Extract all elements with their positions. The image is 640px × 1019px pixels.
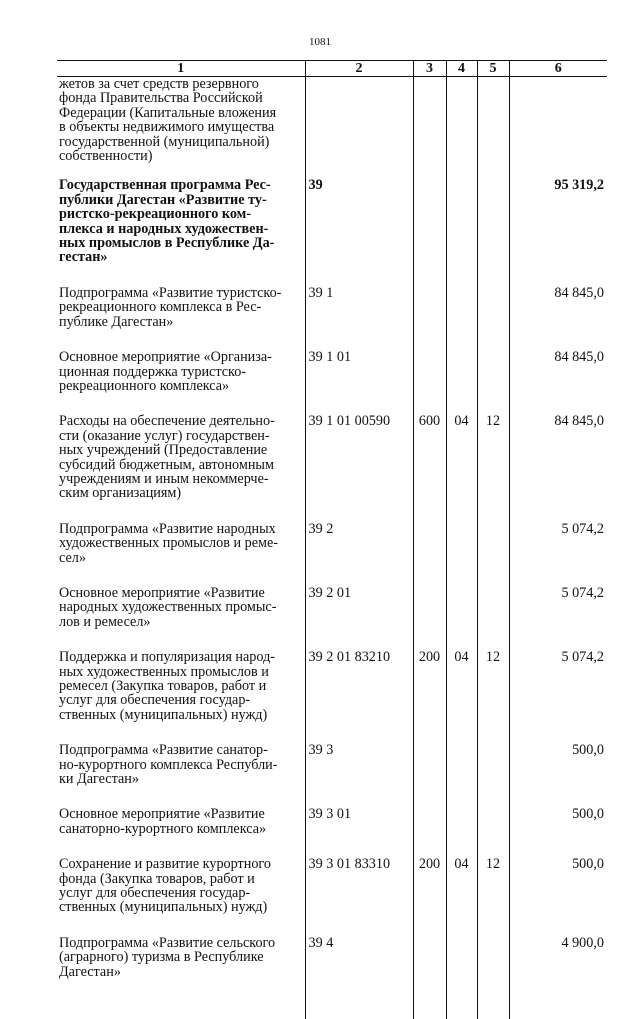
row-name-line: плекса и народных художествен- bbox=[59, 222, 301, 236]
row-col3-cell: 600 bbox=[413, 414, 446, 521]
row-name-line: ных художественных промыслов и bbox=[59, 665, 301, 679]
row-amount-cell: 5 074,2 bbox=[509, 650, 607, 743]
row-name-line: Расходы на обеспечение деятельно- bbox=[59, 414, 301, 428]
row-col5-cell: 12 bbox=[477, 857, 509, 936]
row-code-cell: 39 1 01 00590 bbox=[305, 414, 413, 521]
row-name-line: сел» bbox=[59, 551, 301, 565]
row-name-line: субсидий бюджетным, автономным bbox=[59, 458, 301, 472]
row-name-line: Основное мероприятие «Развитие bbox=[59, 586, 301, 600]
table-row bbox=[57, 650, 607, 743]
row-col5-cell bbox=[477, 77, 509, 179]
row-col4-cell bbox=[446, 586, 477, 650]
row-col5-cell bbox=[477, 586, 509, 650]
row-name-cell bbox=[57, 77, 305, 179]
row-name-line: лов и ремесел» bbox=[59, 615, 301, 629]
row-code-cell: 39 2 bbox=[305, 522, 413, 586]
row-col3-cell bbox=[413, 743, 446, 807]
row-name-line: Дагестан» bbox=[59, 965, 301, 979]
row-amount-cell: 500,0 bbox=[509, 743, 607, 807]
row-col4-cell bbox=[446, 178, 477, 285]
row-col5-cell: 12 bbox=[477, 414, 509, 521]
row-name-line: но-курортного комплекса Республи- bbox=[59, 758, 301, 772]
row-name-line: ных промыслов в Республике Да- bbox=[59, 236, 301, 250]
row-name-line: рекреационного комплекса в Рес- bbox=[59, 300, 301, 314]
row-name-line: услуг для обеспечения государ- bbox=[59, 886, 301, 900]
row-code-cell bbox=[305, 77, 413, 179]
row-col3-cell bbox=[413, 77, 446, 179]
row-col5-cell bbox=[477, 807, 509, 857]
row-code-cell: 39 bbox=[305, 178, 413, 285]
row-name-cell bbox=[57, 178, 305, 285]
column-header-2: 2 bbox=[305, 61, 413, 77]
row-name-line: государственной (муниципальной) bbox=[59, 135, 301, 149]
row-code-cell: 39 3 01 83310 bbox=[305, 857, 413, 936]
row-amount-cell: 500,0 bbox=[509, 807, 607, 857]
row-name-line: ных учреждений (Предоставление bbox=[59, 443, 301, 457]
row-name-line: фонда (Закупка товаров, работ и bbox=[59, 872, 301, 886]
row-name-cell bbox=[57, 807, 305, 857]
row-code-cell: 39 2 01 83210 bbox=[305, 650, 413, 743]
row-code-cell: 39 3 01 bbox=[305, 807, 413, 857]
row-name-line: ским организациям) bbox=[59, 486, 301, 500]
table-row bbox=[57, 286, 607, 350]
row-name-line: Подпрограмма «Развитие сельского bbox=[59, 936, 301, 950]
row-name-line: ремесел (Закупка товаров, работ и bbox=[59, 679, 301, 693]
row-col4-cell: 04 bbox=[446, 414, 477, 521]
row-name-cell bbox=[57, 414, 305, 521]
table-row bbox=[57, 586, 607, 650]
row-col5-cell bbox=[477, 350, 509, 414]
row-col3-cell bbox=[413, 350, 446, 414]
row-col4-cell: 04 bbox=[446, 650, 477, 743]
row-amount-cell: 5 074,2 bbox=[509, 586, 607, 650]
row-amount-cell: 84 845,0 bbox=[509, 286, 607, 350]
row-name-line: Поддержка и популяризация народ- bbox=[59, 650, 301, 664]
row-name-line: Подпрограмма «Развитие туристско- bbox=[59, 286, 301, 300]
row-col4-cell bbox=[446, 936, 477, 1019]
row-name-cell bbox=[57, 936, 305, 1019]
row-name-cell bbox=[57, 350, 305, 414]
row-col4-cell bbox=[446, 743, 477, 807]
row-amount-cell: 500,0 bbox=[509, 857, 607, 936]
table-body bbox=[57, 77, 607, 1019]
row-amount-cell: 84 845,0 bbox=[509, 350, 607, 414]
row-name-line: ки Дагестан» bbox=[59, 772, 301, 786]
table-row bbox=[57, 77, 607, 179]
row-col5-cell: 12 bbox=[477, 650, 509, 743]
row-name-line: услуг для обеспечения государ- bbox=[59, 693, 301, 707]
page-number: 1081 bbox=[0, 36, 640, 48]
table-row bbox=[57, 350, 607, 414]
row-name-line: фонда Правительства Российской bbox=[59, 91, 301, 105]
row-code-cell: 39 2 01 bbox=[305, 586, 413, 650]
row-name-line: Сохранение и развитие курортного bbox=[59, 857, 301, 871]
row-col5-cell bbox=[477, 178, 509, 285]
column-header-1: 1 bbox=[57, 61, 305, 77]
row-name-line: Основное мероприятие «Развитие bbox=[59, 807, 301, 821]
row-name-line: рекреационного комплекса» bbox=[59, 379, 301, 393]
row-amount-cell: 5 074,2 bbox=[509, 522, 607, 586]
row-col3-cell: 200 bbox=[413, 650, 446, 743]
row-name-line: ционная поддержка туристско- bbox=[59, 365, 301, 379]
row-name-line: Подпрограмма «Развитие санатор- bbox=[59, 743, 301, 757]
column-header-3: 3 bbox=[413, 61, 446, 77]
row-col5-cell bbox=[477, 286, 509, 350]
row-amount-cell: 4 900,0 bbox=[509, 936, 607, 1019]
row-name-line: гестан» bbox=[59, 250, 301, 264]
row-col5-cell bbox=[477, 743, 509, 807]
budget-table bbox=[57, 60, 607, 1019]
row-name-line: (аграрного) туризма в Республике bbox=[59, 950, 301, 964]
row-col5-cell bbox=[477, 936, 509, 1019]
row-col3-cell bbox=[413, 586, 446, 650]
table-row bbox=[57, 857, 607, 936]
row-col3-cell bbox=[413, 522, 446, 586]
row-amount-cell bbox=[509, 77, 607, 179]
table-row bbox=[57, 807, 607, 857]
row-col4-cell bbox=[446, 807, 477, 857]
row-code-cell: 39 1 01 bbox=[305, 350, 413, 414]
row-col5-cell bbox=[477, 522, 509, 586]
row-col4-cell bbox=[446, 350, 477, 414]
row-col4-cell bbox=[446, 522, 477, 586]
table-header-row bbox=[57, 61, 607, 77]
row-name-line: публики Дагестан «Развитие ту- bbox=[59, 193, 301, 207]
row-name-line: сти (оказание услуг) государствен- bbox=[59, 429, 301, 443]
row-name-cell bbox=[57, 522, 305, 586]
row-code-cell: 39 4 bbox=[305, 936, 413, 1019]
row-name-line: народных художественных промыс- bbox=[59, 600, 301, 614]
row-col3-cell bbox=[413, 936, 446, 1019]
row-name-line: ственных (муниципальных) нужд) bbox=[59, 708, 301, 722]
row-name-line: учреждениям и иным некоммерче- bbox=[59, 472, 301, 486]
row-col4-cell bbox=[446, 77, 477, 179]
table-row bbox=[57, 936, 607, 1019]
row-name-line: санаторно-курортного комплекса» bbox=[59, 822, 301, 836]
row-name-line: собственности) bbox=[59, 149, 301, 163]
column-header-6: 6 bbox=[509, 61, 607, 77]
row-col3-cell bbox=[413, 807, 446, 857]
row-col3-cell bbox=[413, 178, 446, 285]
row-name-line: Федерации (Капитальные вложения bbox=[59, 106, 301, 120]
row-name-line: ственных (муниципальных) нужд) bbox=[59, 900, 301, 914]
table-row bbox=[57, 178, 607, 285]
table-row bbox=[57, 743, 607, 807]
row-col4-cell: 04 bbox=[446, 857, 477, 936]
row-name-cell bbox=[57, 743, 305, 807]
table-row bbox=[57, 414, 607, 521]
row-name-line: в объекты недвижимого имущества bbox=[59, 120, 301, 134]
row-col3-cell: 200 bbox=[413, 857, 446, 936]
row-name-cell bbox=[57, 286, 305, 350]
row-name-cell bbox=[57, 586, 305, 650]
row-code-cell: 39 3 bbox=[305, 743, 413, 807]
column-header-5: 5 bbox=[477, 61, 509, 77]
row-name-line: жетов за счет средств резервного bbox=[59, 77, 301, 91]
row-amount-cell: 95 319,2 bbox=[509, 178, 607, 285]
row-code-cell: 39 1 bbox=[305, 286, 413, 350]
row-col4-cell bbox=[446, 286, 477, 350]
row-amount-cell: 84 845,0 bbox=[509, 414, 607, 521]
row-name-line: Подпрограмма «Развитие народных bbox=[59, 522, 301, 536]
row-name-line: Основное мероприятие «Организа- bbox=[59, 350, 301, 364]
table-row bbox=[57, 522, 607, 586]
row-name-cell bbox=[57, 857, 305, 936]
row-name-cell bbox=[57, 650, 305, 743]
row-name-line: ристско-рекреационного ком- bbox=[59, 207, 301, 221]
row-name-line: Государственная программа Рес- bbox=[59, 178, 301, 192]
row-name-line: художественных промыслов и реме- bbox=[59, 536, 301, 550]
column-header-4: 4 bbox=[446, 61, 477, 77]
row-name-line: публике Дагестан» bbox=[59, 315, 301, 329]
row-col3-cell bbox=[413, 286, 446, 350]
